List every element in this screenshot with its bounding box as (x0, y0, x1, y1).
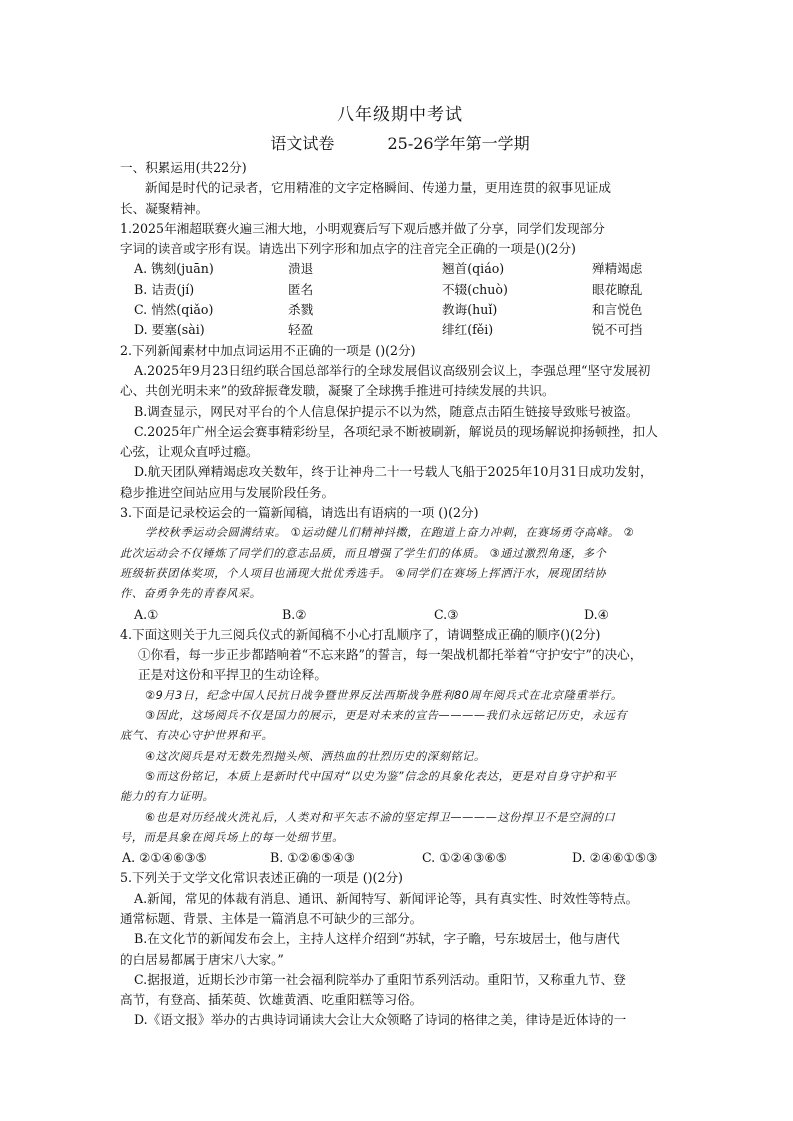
q3-line: 此次运动会不仅锤炼了同学们的意志品质，而且增强了学生们的体质。 ③通过激烈角逐，多个 (120, 546, 607, 560)
option-c: C.③ (434, 606, 459, 622)
option-cell: 眼花瞭乱 (592, 281, 643, 297)
option-a: A. ②①④⑥③⑤ (122, 850, 207, 866)
subject-label: 语文试卷 (270, 134, 335, 153)
option-c: C. ①②④③⑥⑤ (422, 850, 507, 866)
q2-stem: 2.下列新闻素材中加点词运用不正确的一项是 ()(2分) (120, 342, 416, 358)
q4-line: ⑥也是对历经战火洗礼后，人类对和平矢志不渝的坚定捍卫————这份捍卫不是空洞的口 (145, 810, 616, 824)
q3-line: 作、奋勇争先的青春风采。 (120, 587, 262, 601)
q1-option-a (120, 259, 680, 279)
q4-stem: 4.下面这则关于九三阅兵仪式的新闻稿不小心打乱顺序了，请调整成正确的顺序()(2分) (120, 626, 601, 642)
option-cell: 不辍(chuò) (442, 281, 508, 297)
option-d: D.④ (584, 606, 609, 622)
option-b: B. ①②⑥⑤④③ (270, 850, 356, 866)
option-b: B.② (282, 606, 307, 622)
q3-line: 班级斩获团体奖项，个人项目也涌现大批优秀选手。 ④同学们在赛场上挥洒汗水，展现团结协 (120, 566, 607, 580)
q1-option-b (120, 280, 680, 300)
q5-line: 高节，有登高、插茱萸、饮雄黄酒、吃重阳糕等习俗。 (120, 992, 423, 1008)
exam-page (120, 100, 680, 1031)
q4-line: ②9月3日，纪念中国人民抗日战争暨世界反法西斯战争胜利80周年阅兵式在北京隆重举行。 (145, 688, 623, 702)
q3-options (120, 605, 680, 625)
q2-line: A.2025年9月23日纽约联合国总部举行的全球发展倡议高级别会议上，李强总理“坚守发展初 (134, 362, 651, 378)
option-cell: D. 要塞(sài) (134, 322, 205, 338)
q4-line: 号，而是具象在阅兵场上的每一处细节里。 (120, 830, 344, 844)
option-cell: 殚精竭虑 (592, 261, 643, 277)
q4-line: 正是对这份和平捍卫的生动诠释。 (138, 667, 327, 683)
q2-line: 心、共创光明未来”的致辞振聋发聩，凝聚了全球携手推进可持续发展的共识。 (120, 383, 555, 399)
q3-stem: 3.下面是记录校运会的一篇新闻稿，请选出有语病的一项 ()(2分) (120, 505, 479, 521)
q4-line: 底气、有决心守护世界和平。 (120, 729, 274, 743)
q5-stem: 5.下列关于文学文化常识表述正确的一项是 ()(2分) (120, 870, 403, 886)
q5-line: A.新闻，常见的体裁有消息、通讯、新闻特写、新闻评论等，具有真实性、时效性等特点。 (134, 890, 639, 906)
exam-title: 八年级期中考试 (337, 105, 463, 125)
intro-line: 新闻是时代的记录者，它用精准的文字定格瞬间、传递力量，更用连贯的叙事见证成 (145, 180, 611, 196)
q4-line: ①你看，每一步正步都踏响着“不忘来路”的誓言，每一架战机都托举着“守护安宁”的决心， (138, 647, 643, 663)
q2-line: C.2025年广州全运会赛事精彩纷呈，各项纪录不断被刷新，解说员的现场解说抑扬顿挫，扣人 (134, 423, 658, 439)
option-cell: 和言悦色 (592, 302, 643, 318)
q2-line: 心弦，让观众直呼过瘾。 (120, 444, 259, 460)
q5-line: C.据报道，近期长沙市第一社会福利院举办了重阳节系列活动。重阳节，又称重九节、登 (134, 971, 626, 987)
q3-line: 学校秋季运动会圆满结束。 ①运动健儿们精神抖擞，在跑道上奋力冲刺，在赛场勇夺高峰。 ② (145, 526, 635, 540)
q1-option-c (120, 300, 680, 320)
q2-line: D.航天团队殚精竭虑攻关数年，终于让神舟二十一号载人飞船于2025年10月31日成功发射， (134, 464, 653, 480)
q5-line: 的白居易都属于唐宋八大家。” (120, 951, 284, 967)
option-cell: 教诲(huǐ) (442, 302, 498, 318)
option-a: A.① (134, 606, 159, 622)
q4-line: ④这次阅兵是对无数先烈抛头颅、洒热血的壮烈历史的深刻铭记。 (145, 749, 486, 763)
q5-line: D.《语文报》举办的古典诗词诵读大会让大众领略了诗词的格律之美，律诗是近体诗的一 (134, 1012, 627, 1028)
q5-line: 通常标题、背景、主体是一篇消息不可缺少的三部分。 (120, 910, 423, 926)
option-cell: C. 悄然(qiǎo) (134, 302, 214, 318)
q2-line: B.调查显示，网民对平台的个人信息保护提示不以为然，随意点击陌生链接导致账号被盗。 (134, 403, 639, 419)
option-d: D. ②④⑥①⑤③ (572, 850, 658, 866)
section-heading: 一、积累运用(共22分) (120, 160, 247, 175)
intro-line: 长、凝聚精神。 (120, 200, 209, 216)
term-label: 25-26学年第一学期 (387, 134, 530, 153)
q1-option-d (120, 320, 680, 340)
q1-stem: 1.2025年湘超联赛火遍三湘大地，小明观赛后写下观后感并做了分享，同学们发现部分 (120, 220, 605, 236)
q1-stem: 字词的读音或字形有误。请选出下列字形和加点字的注音完全正确的一项是()(2分) (120, 241, 576, 257)
option-cell: 溃退 (288, 261, 314, 277)
option-cell: 杀戮 (288, 302, 314, 318)
option-cell: 翘首(qiáo) (442, 261, 505, 277)
option-cell: A. 镌刻(juān) (134, 261, 214, 277)
q2-line: 稳步推进空间站应用与发展阶段任务。 (120, 484, 335, 500)
q4-line: ⑤而这份铭记，本质上是新时代中国对“以史为鉴”信念的具象化表达，更是对自身守护和平 (145, 769, 617, 783)
q5-line: B.在文化节的新闻发布会上，主持人这样介绍到“苏轼，字子瞻，号东坡居士，他与唐代 (134, 931, 620, 947)
option-cell: B. 诘责(jí) (134, 281, 195, 297)
q4-line: ③因此，这场阅兵不仅是国力的展示，更是对未来的宣告————我们永远铭记历史，永远有 (145, 709, 628, 723)
option-cell: 绯红(fěi) (442, 322, 494, 338)
option-cell: 轻盈 (288, 322, 314, 338)
exam-subtitle (120, 130, 680, 158)
option-cell: 匿名 (288, 281, 314, 297)
option-cell: 锐不可挡 (592, 322, 643, 338)
q4-options (120, 848, 680, 868)
q4-line: 能力的有力证明。 (120, 790, 215, 804)
